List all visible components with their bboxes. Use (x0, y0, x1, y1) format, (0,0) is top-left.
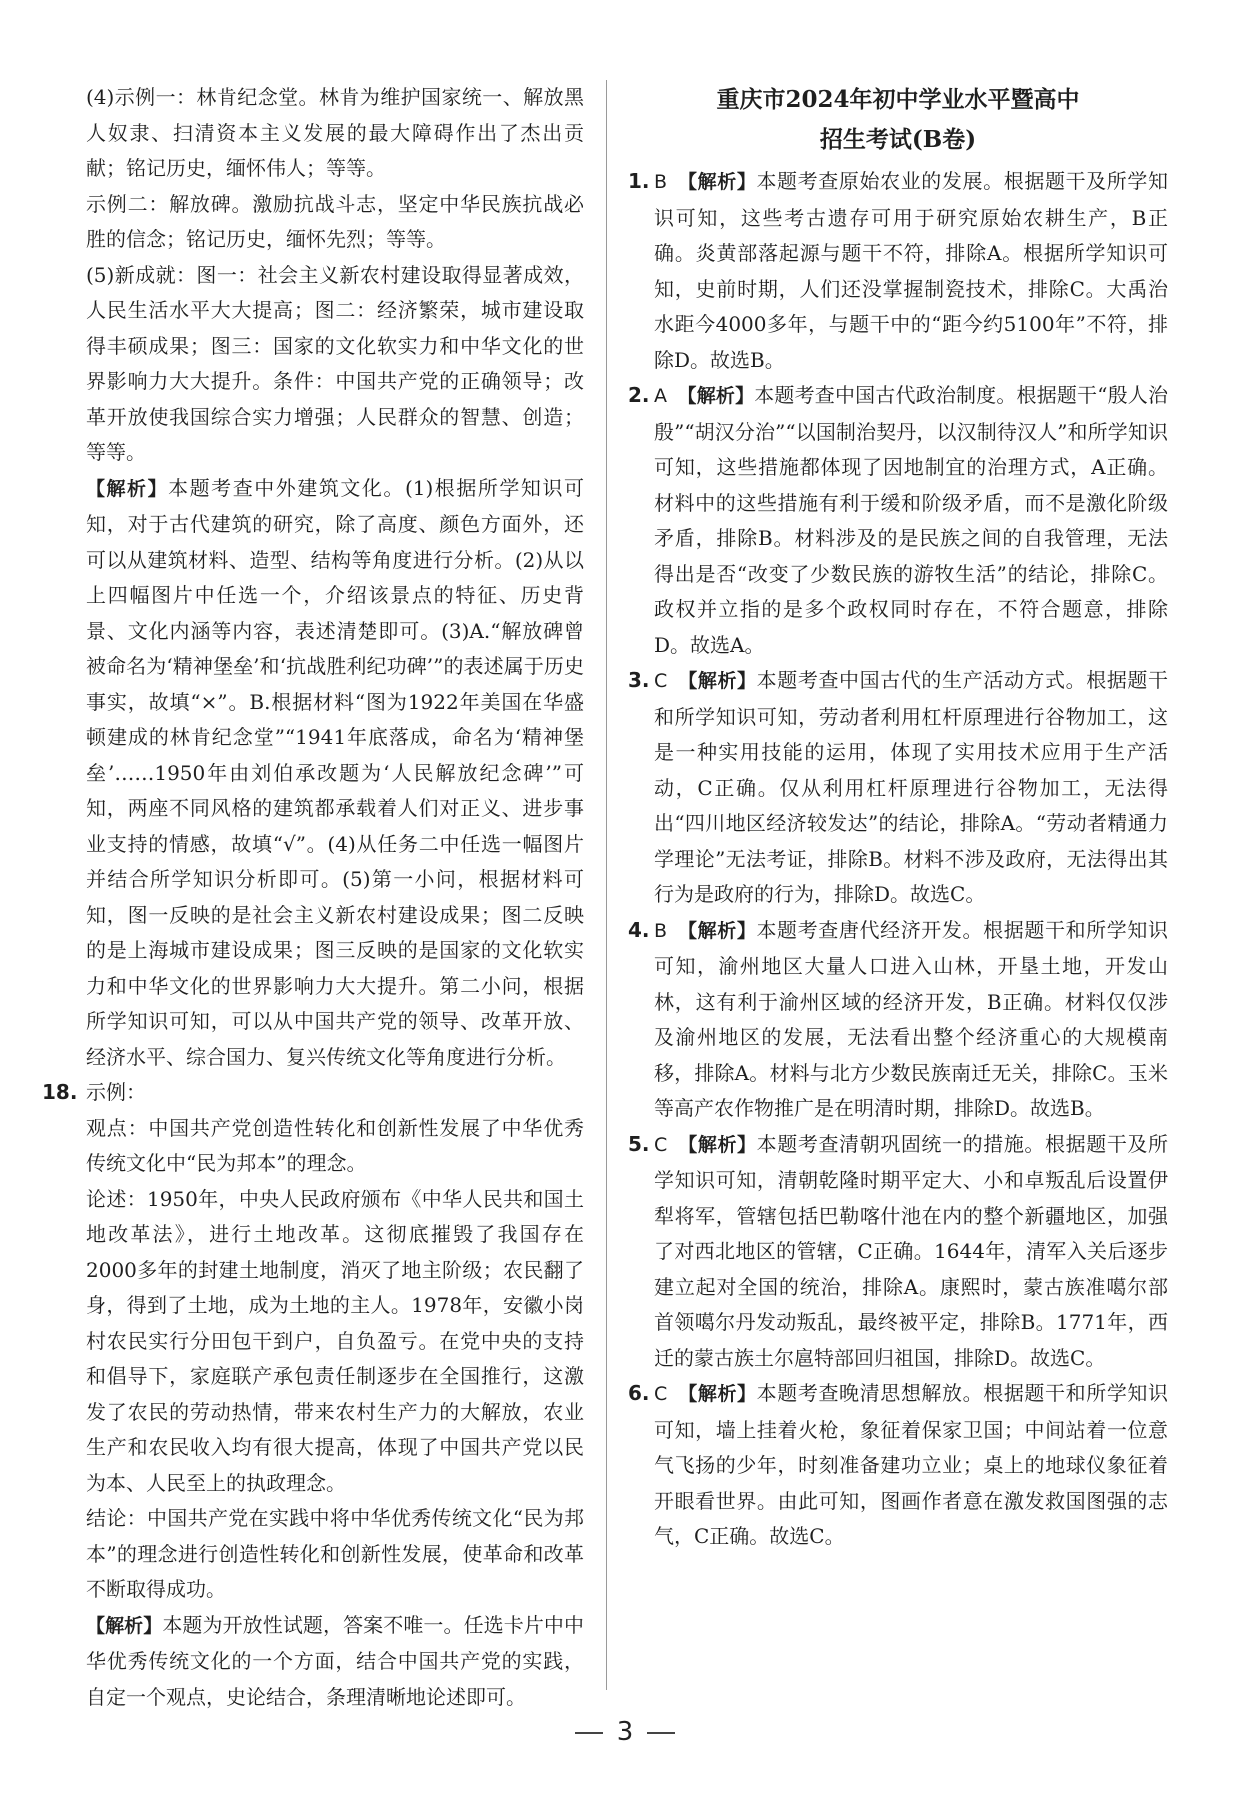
section-title-line1: 重庆市2024年初中学业水平暨高中 (716, 86, 1080, 113)
page-footer (0, 1715, 1250, 1751)
analysis-17 (86, 471, 584, 1076)
analysis-label: 【解析】 (678, 171, 757, 193)
analysis-text: 本题考查中外建筑文化。(1)根据所学知识可知，对于古代建筑的研究，除了高度、颜色方面外，还可以从建筑材料、造型、结构等角度进行分析。(2)从以上四幅图片中任选一个，介绍该景点的特征、历史背景、文化内涵等内容，表述清楚即可。(3)A.“解放碑曾被命名为‘精神堡垒’和‘抗战胜利纪功碑’”的表述属于历史事实，故填“×”。B.根据材料“图为1922年美国在华盛顿建成的林肯纪念堂”“1941年底落成，命名为‘精神堡垒’……1950年由刘伯承改题为‘人民解放纪念碑’”可知，两座不同风格的建筑都承载着人们对正义、进步事业支持的情感，故填“√”。(4)从任务二中任选一幅图片并结合所学知识分析即可。(5)第一小问，根据材料可知，图一反映的是社会主义新农村建设成果；图二反映的是上海城市建设成果；图三反映的是国家的文化软实力和中华文化的世界影响力大大提升。第二小问，根据所学知识可知，可以从中国共产党的领导、改革开放、经济水平、综合国力、复兴传统文化等角度进行分析。 (86, 475, 584, 1069)
answer-choice: C (654, 1383, 668, 1405)
question-number: 2. (628, 383, 650, 407)
answer-17-5: (5)新成就：图一：社会主义新农村建设取得显著成效，人民生活水平大大提高；图二：经济繁荣，城市建设取得丰硕成果；图三：国家的文化软实力和中华文化的世界影响力大大提升。条件：中国共产党的正确领导；改革开放使我国综合实力增强；人民群众的智慧、创造；等等。 (86, 262, 584, 464)
analysis-label: 【解析】 (678, 1133, 757, 1156)
answer-17-4-example2: 示例二：解放碑。激励抗战斗志，坚定中华民族抗战必胜的信念；铭记历史，缅怀先烈；等等。 (86, 191, 584, 251)
question-number: 6. (628, 1381, 650, 1405)
question-18-example-head: 示例： (86, 1080, 146, 1104)
answer-item (628, 1376, 1169, 1555)
analysis-label: 【解析】 (678, 919, 757, 942)
answer-choice: B (654, 919, 668, 942)
analysis-text: 本题考查中国古代政治制度。根据题干“殷人治殷”“胡汉分治”“以国制治契丹，以汉制待汉人”和所学知识可知，这些措施都体现了因地制宜的治理方式，A正确。材料中的这些措施有利于缓和阶级矛盾，而不是激化阶级矛盾，排除B。材料涉及的是民族之间的自我管理，无法得出是否“改变了少数民族的游牧生活”的结论，排除C。政权并立指的是多个政权同时存在，不符合题意，排除D。故选A。 (654, 383, 1168, 657)
question-18-head (42, 1075, 584, 1111)
analysis-18 (86, 1608, 584, 1716)
analysis-label: 【解析】 (86, 1614, 163, 1637)
question-number: 5. (628, 1131, 650, 1156)
analysis-text: 本题考查唐代经济开发。根据题干和所学知识可知，渝州地区大量人口进入山林，开垦土地，开发山林，这有利于渝州区域的经济开发，B正确。材料仅仅涉及渝州地区的发展，无法看出整个经济重心的大规模南移，排除A。材料与北方少数民族南迁无关，排除C。玉米等高产农作物推广是在明清时期，排除D。故选B。 (654, 917, 1168, 1120)
answer-item (628, 378, 1168, 663)
analysis-text: 本题考查清朝巩固统一的措施。根据题干及所学知识可知，清朝乾隆时期平定大、小和卓叛乱后设置伊犁将军，管辖包括巴勒喀什池在内的整个新疆地区，加强了对西北地区的管辖，C正确。1644年，清军入关后逐步建立起对全国的统治，排除A。康熙时，蒙古族准噶尔部首领噶尔丹发动叛乱，最终被平定，排除B。1771年，西迁的蒙古族土尔扈特部回归祖国，排除D。故选C。 (654, 1131, 1169, 1370)
section-title-line2: 招生考试(B卷) (819, 126, 977, 153)
question-18-view: 观点：中国共产党创造性转化和创新性发展了中华优秀传统文化中“民为邦本”的理念。 (86, 1115, 584, 1175)
question-number: 1. (628, 169, 650, 193)
answer-choice: B (654, 171, 668, 193)
question-number: 18. (42, 1080, 78, 1104)
question-number: 4. (628, 917, 650, 942)
left-column (42, 80, 584, 1715)
analysis-label: 【解析】 (678, 670, 757, 692)
answer-choice: C (654, 1133, 668, 1156)
question-18-argument: 论述：1950年，中央人民政府颁布《中华人民共和国土地改革法》，进行土地改革。这彻底摧毁了我国存在2000多年的封建土地制度，消灭了地主阶级；农民翻了身，得到了土地，成为土地的主人。1978年，安徽小岗村农民实行分田包干到户，自负盈亏。在党中央的支持和倡导下，家庭联产承包责任制逐步在全国推行，这激发了农民的劳动热情，带来农村生产力的大解放，农业生产和农民收入均有很大提高，体现了中国共产党以民为本、人民至上的执政理念。 (86, 1186, 584, 1495)
answer-choice: C (654, 670, 668, 692)
analysis-text: 本题考查中国古代的生产活动方式。根据题干和所学知识可知，劳动者利用杠杆原理进行谷物加工，这是一种实用技能的运用，体现了实用技术应用于生产活动，C正确。仅从利用杠杆原理进行谷物加工，无法得出“四川地区经济较发达”的结论，排除A。“劳动者精通力学理论”无法考证，排除B。材料不涉及政府，无法得出其行为是政府的行为，排除D。故选C。 (654, 668, 1169, 906)
analysis-label: 【解析】 (86, 477, 169, 500)
question-18-conclusion: 结论：中国共产党在实践中将中华优秀传统文化“民为邦本”的理念进行创造性转化和创新性发展，使革命和改革不断取得成功。 (86, 1506, 584, 1601)
footer-dash (647, 1732, 675, 1734)
answer-17-4-example1: (4)示例一：林肯纪念堂。林肯为维护国家统一、解放黑人奴隶、扫清资本主义发展的最大障碍作出了杰出贡献；铭记历史，缅怀伟人；等等。 (86, 85, 584, 180)
analysis-label: 【解析】 (677, 385, 755, 407)
answer-choice: A (654, 385, 667, 407)
answer-item (628, 164, 1168, 378)
analysis-text: 本题考查晚清思想解放。根据题干和所学知识可知，墙上挂着火枪，象征着保家卫国；中间站着一位意气飞扬的少年，时刻准备建功立业；桌上的地球仪象征着开眼看世界。由此可知，图画作者意在激发救国图强的志气，C正确。故选C。 (654, 1381, 1169, 1548)
question-number: 3. (628, 668, 650, 692)
analysis-text: 本题考查原始农业的发展。根据题干及所学知识可知，这些考古遗存可用于研究原始农耕生产，B正确。炎黄部落起源与题干不符，排除A。根据所学知识可知，史前时期，人们还没掌握制瓷技术，排除C。大禹治水距今4000多年，与题干中的“距今约5100年”不符，排除D。故选B。 (654, 169, 1168, 372)
answer-item (628, 913, 1168, 1127)
analysis-label: 【解析】 (678, 1383, 757, 1405)
footer-dash (575, 1732, 603, 1734)
analysis-text: 本题为开放性试题，答案不唯一。任选卡片中中华优秀传统文化的一个方面，结合中国共产党的实践，自定一个观点，史论结合，条理清晰地论述即可。 (86, 1612, 584, 1709)
answer-item (628, 663, 1169, 913)
right-column (628, 80, 1168, 1555)
column-divider (606, 80, 607, 1690)
page-number: 3 (616, 1717, 634, 1747)
answer-item (628, 1127, 1169, 1377)
answer-list (628, 164, 1168, 1555)
